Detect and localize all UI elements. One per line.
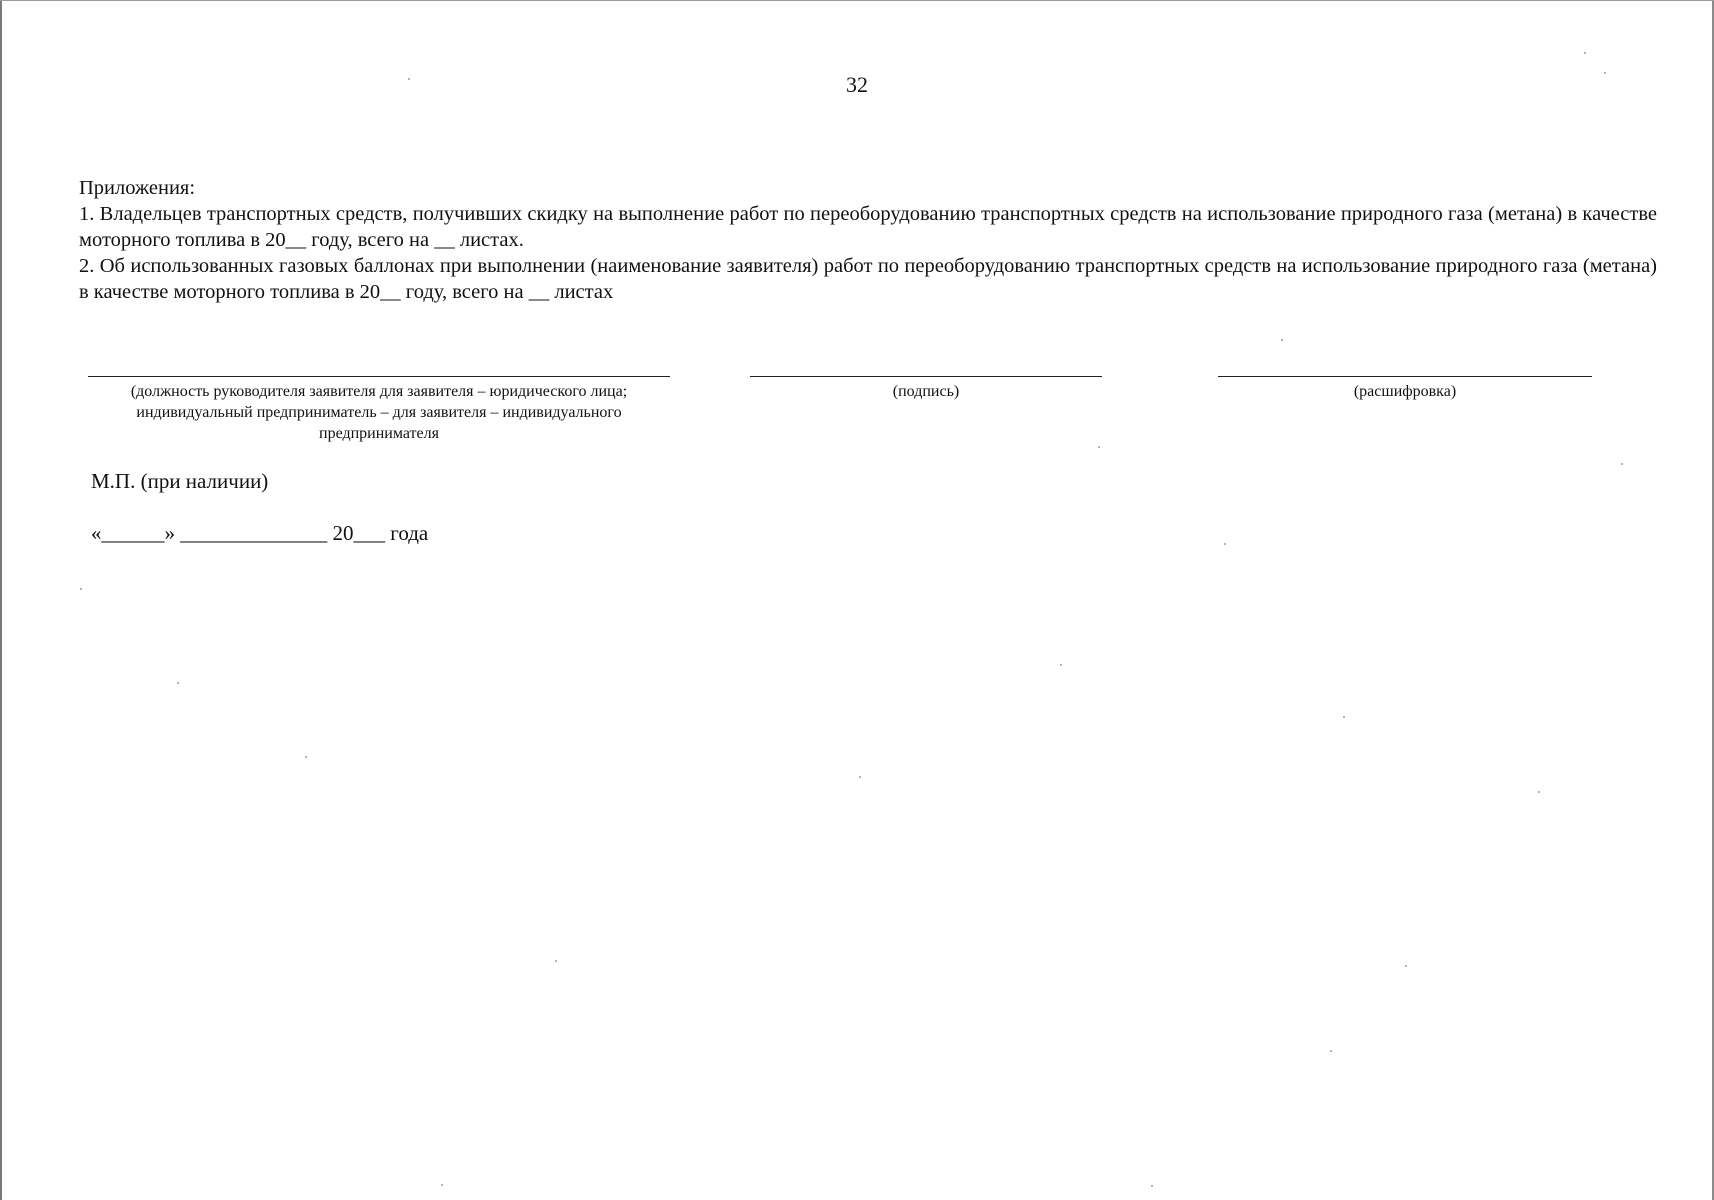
scan-speck bbox=[1330, 1050, 1332, 1052]
scan-speck bbox=[408, 78, 410, 80]
scan-speck bbox=[1151, 1185, 1153, 1187]
scan-edge-top bbox=[0, 0, 1714, 1]
scan-speck bbox=[1584, 52, 1586, 54]
scan-speck bbox=[1098, 446, 1100, 448]
stamp-placeholder: М.П. (при наличии) bbox=[91, 469, 269, 493]
scan-speck bbox=[555, 960, 557, 962]
date-line: «______» ______________ 20___ года bbox=[91, 521, 429, 545]
attachments-section bbox=[79, 175, 1657, 305]
scan-speck bbox=[80, 588, 82, 590]
page-number: 32 bbox=[846, 72, 868, 97]
attachments-heading: Приложения: bbox=[79, 177, 196, 199]
scan-speck bbox=[1343, 716, 1345, 718]
scan-edge-left bbox=[0, 0, 2, 1200]
decoding-caption: (расшифровка) bbox=[1353, 383, 1457, 400]
scan-speck bbox=[859, 776, 861, 778]
position-caption: (должность руководителя заявителя для заявителя – юридического лица; индивидуальный предприниматель – для заявителя – индивидуального предпринимателя bbox=[130, 383, 628, 442]
scan-speck bbox=[1281, 339, 1283, 341]
signature-field bbox=[750, 376, 1102, 402]
attachment-item-2: 2. Об использованных газовых баллонах при выполнении (наименование заявителя) работ по переоборудованию транспортных средств на использование природного газа (метана) в качестве моторного топлива в 20__ году, всего на __ листах bbox=[79, 255, 1657, 303]
position-signature-field bbox=[88, 376, 670, 444]
attachment-item-1: 1. Владельцев транспортных средств, получивших скидку на выполнение работ по переоборудованию транспортных средств на использование природного газа (метана) в качестве моторного топлива в 20__ году, всего на __ листах. bbox=[79, 203, 1657, 251]
scan-speck bbox=[1604, 72, 1606, 74]
scan-speck bbox=[1224, 543, 1226, 545]
scan-speck bbox=[305, 756, 307, 758]
scan-speck bbox=[1405, 965, 1407, 967]
scan-speck bbox=[1060, 664, 1062, 666]
scan-speck bbox=[441, 1184, 443, 1186]
decoding-field bbox=[1218, 376, 1592, 402]
scan-speck bbox=[1621, 463, 1623, 465]
signature-caption: (подпись) bbox=[892, 383, 960, 400]
scan-speck bbox=[177, 682, 179, 684]
scan-speck bbox=[1538, 791, 1540, 793]
